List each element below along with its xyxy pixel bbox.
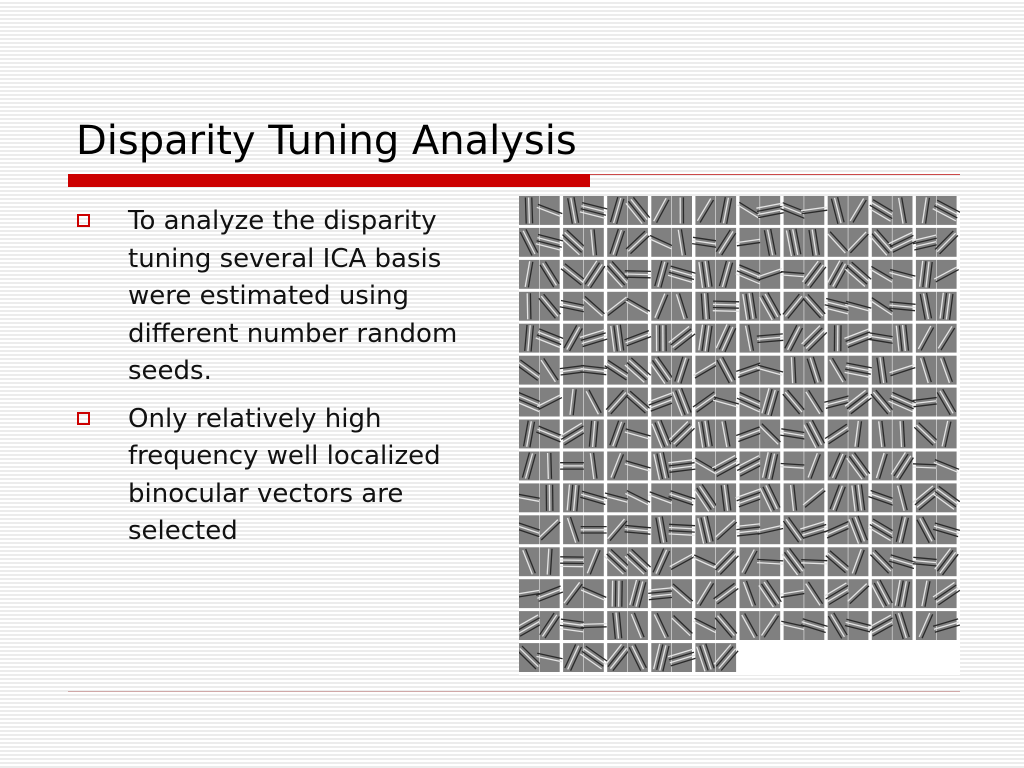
ica-basis-cell [651, 611, 692, 640]
ica-basis-cell [606, 292, 650, 321]
ica-basis-cell [692, 228, 736, 257]
ica-basis-cell [736, 515, 783, 544]
ica-basis-cell [913, 547, 959, 576]
ica-basis-cell [695, 196, 736, 225]
ica-basis-cell [519, 515, 560, 544]
bullet-item [76, 203, 496, 391]
ica-basis-cell [650, 356, 692, 385]
ica-basis-cell [519, 228, 563, 257]
ica-basis-cell [651, 324, 695, 353]
ica-basis-cell [913, 388, 957, 417]
ica-basis-cell [870, 547, 915, 576]
ica-basis-cell [781, 260, 826, 289]
ica-basis-cell [651, 260, 695, 289]
ica-basis-cell [870, 260, 916, 289]
ica-basis-cell [736, 483, 781, 512]
ica-basis-cell [872, 452, 914, 481]
ica-basis-cell [868, 515, 912, 544]
ica-basis-cell [872, 579, 913, 608]
ica-basis-cell [695, 324, 736, 353]
ica-basis-cell [784, 228, 825, 257]
ica-basis-cell [784, 483, 826, 512]
ica-basis-cell [870, 228, 917, 257]
ica-basis-cell [561, 260, 605, 289]
ica-basis-cell [740, 579, 782, 608]
ica-basis-cell [651, 292, 692, 321]
ica-basis-cell [916, 356, 957, 385]
footer-rule [68, 691, 960, 692]
ica-basis-cell [563, 515, 607, 544]
ica-basis-cell [824, 292, 871, 321]
slide-title: Disparity Tuning Analysis [76, 118, 577, 164]
ica-basis-cell [695, 515, 736, 544]
ica-basis-cell [740, 324, 784, 353]
ica-basis-cell [916, 260, 959, 289]
ica-basis-cell [828, 611, 872, 640]
ica-basis-cell [869, 483, 913, 512]
ica-basis-cell [781, 611, 828, 640]
ica-basis-cell [780, 420, 824, 449]
ica-basis-cell [648, 579, 693, 608]
ica-basis-cell [563, 643, 607, 672]
ica-basis-cell [869, 324, 913, 353]
ica-basis-cell [740, 611, 781, 640]
ica-basis-cell [868, 196, 912, 225]
ica-basis-cell [916, 292, 957, 321]
ica-basis-cell [519, 292, 560, 321]
bullet-list [76, 203, 496, 561]
ica-basis-cell [519, 483, 560, 512]
ica-basis-cell [607, 611, 648, 640]
ica-basis-cell [695, 643, 738, 672]
ica-basis-cell [607, 420, 651, 449]
ica-basis-cell [519, 324, 563, 353]
ica-basis-cell [607, 579, 648, 608]
ica-basis-cell [563, 579, 606, 608]
ica-basis-cell [605, 356, 651, 385]
ica-basis-cell [519, 420, 563, 449]
ica-basis-cell [519, 388, 562, 417]
ica-basis-cell [519, 260, 560, 289]
ica-basis-cell [916, 611, 960, 640]
ica-basis-cell [694, 483, 736, 512]
ica-basis-cell [825, 515, 869, 544]
ica-basis-cell [519, 452, 560, 481]
ica-basis-cell [825, 420, 868, 449]
bullet-item [76, 401, 496, 551]
ica-basis-cell [651, 515, 695, 544]
ica-basis-cell [560, 611, 607, 640]
ica-basis-cell [916, 196, 960, 225]
ica-basis-cell [868, 611, 912, 640]
ica-basis-cell [781, 579, 825, 608]
ica-basis-cell [693, 452, 739, 481]
ica-basis-cell [872, 420, 913, 449]
ica-basis-cell [695, 292, 739, 321]
ica-basis-cell [560, 356, 607, 385]
ica-basis-cell [560, 292, 605, 321]
ica-basis-cell [828, 452, 870, 481]
hollow-square-icon [77, 214, 90, 227]
ica-basis-cell [651, 643, 695, 672]
ica-basis-cell [916, 579, 960, 608]
ica-basis-cell [563, 388, 604, 417]
ica-basis-cell [607, 515, 651, 544]
ica-basis-cell [780, 196, 827, 225]
ica-basis-cell [563, 196, 607, 225]
title-rule-red [68, 174, 590, 187]
ica-basis-cell [563, 483, 607, 512]
ica-basis-cell [563, 324, 607, 353]
ica-basis-cell [828, 483, 869, 512]
ica-basis-cell [784, 324, 827, 353]
ica-basis-cell [781, 452, 825, 481]
ica-basis-cell [560, 420, 604, 449]
ica-basis-cell [870, 292, 916, 321]
ica-basis-cell [560, 452, 604, 481]
ica-basis-cell [740, 292, 781, 321]
ica-basis-cell [872, 356, 916, 385]
ica-basis-cell [607, 196, 650, 225]
ica-basis-cell [736, 228, 780, 257]
ica-basis-cell [519, 356, 560, 385]
ica-basis-cell [736, 260, 783, 289]
ica-basis-cell [826, 547, 869, 576]
bullet-text: Only relatively high frequency well localized binocular vectors are selected [128, 403, 441, 546]
ica-basis-cell [914, 420, 956, 449]
ica-basis-cell [783, 292, 825, 321]
ica-basis-cell [605, 547, 651, 576]
ica-basis-cell [824, 388, 871, 417]
ica-basis-cell [560, 547, 604, 576]
ica-basis-cell [651, 547, 694, 576]
ica-basis-cell [784, 356, 825, 385]
ica-basis-cell [738, 196, 784, 225]
ica-basis-cell [607, 452, 651, 481]
ica-basis-cell [828, 356, 872, 385]
ica-basis-cell [649, 228, 692, 257]
ica-basis-cell [560, 228, 604, 257]
ica-basis-cell [871, 388, 916, 417]
ica-basis-cell [605, 260, 651, 289]
ica-basis-cell [828, 228, 869, 257]
ica-basis-cell [604, 483, 650, 512]
ica-basis-cell [782, 547, 827, 576]
ica-basis-cell [736, 420, 780, 449]
ica-basis-cell [519, 643, 563, 672]
ica-basis-cell [693, 611, 737, 640]
ica-basis-cell [693, 356, 736, 385]
ica-basis-cell [740, 547, 784, 576]
ica-basis-cell [913, 483, 960, 512]
ica-basis-cell [695, 420, 736, 449]
ica-basis-cell [695, 579, 738, 608]
ica-basis-cell [651, 452, 695, 481]
ica-basis-cell [519, 547, 560, 576]
bullet-text: To analyze the disparity tuning several ICA basis were estimated using different number random seeds. [128, 206, 458, 386]
ica-basis-cell [606, 388, 650, 417]
ica-basis-cell [519, 611, 560, 640]
ica-basis-cell [651, 420, 694, 449]
ica-basis-cell [736, 452, 780, 481]
ica-basis-cell [736, 356, 783, 385]
ica-basis-cell [605, 643, 648, 672]
ica-basis-cell [736, 388, 781, 417]
ica-basis-cell [607, 324, 651, 353]
ica-basis-cell [647, 388, 692, 417]
ica-basis-cell [827, 260, 871, 289]
title-rule-thin [590, 174, 960, 175]
ica-basis-cell [693, 388, 739, 417]
ica-basis-cell [916, 515, 960, 544]
ica-basis-cell [649, 483, 696, 512]
ica-basis-cell [693, 547, 739, 576]
ica-basis-cell [607, 228, 649, 257]
ica-basis-cell [519, 579, 563, 608]
ica-basis-cell [828, 196, 869, 225]
ica-basis-cell [913, 452, 959, 481]
ica-basis-cell [519, 196, 562, 225]
ica-basis-cell [783, 388, 825, 417]
ica-basis-cell [695, 260, 736, 289]
ica-basis-cell [824, 579, 869, 608]
ica-basis-cell [651, 196, 692, 225]
ica-basis-cell [783, 515, 828, 544]
ica-basis-cell [828, 324, 872, 353]
ica-basis-grid [519, 196, 960, 675]
ica-basis-cell [912, 228, 958, 257]
ica-basis-cell [916, 324, 957, 353]
ica-basis-figure [519, 196, 960, 675]
hollow-square-icon [77, 412, 90, 425]
